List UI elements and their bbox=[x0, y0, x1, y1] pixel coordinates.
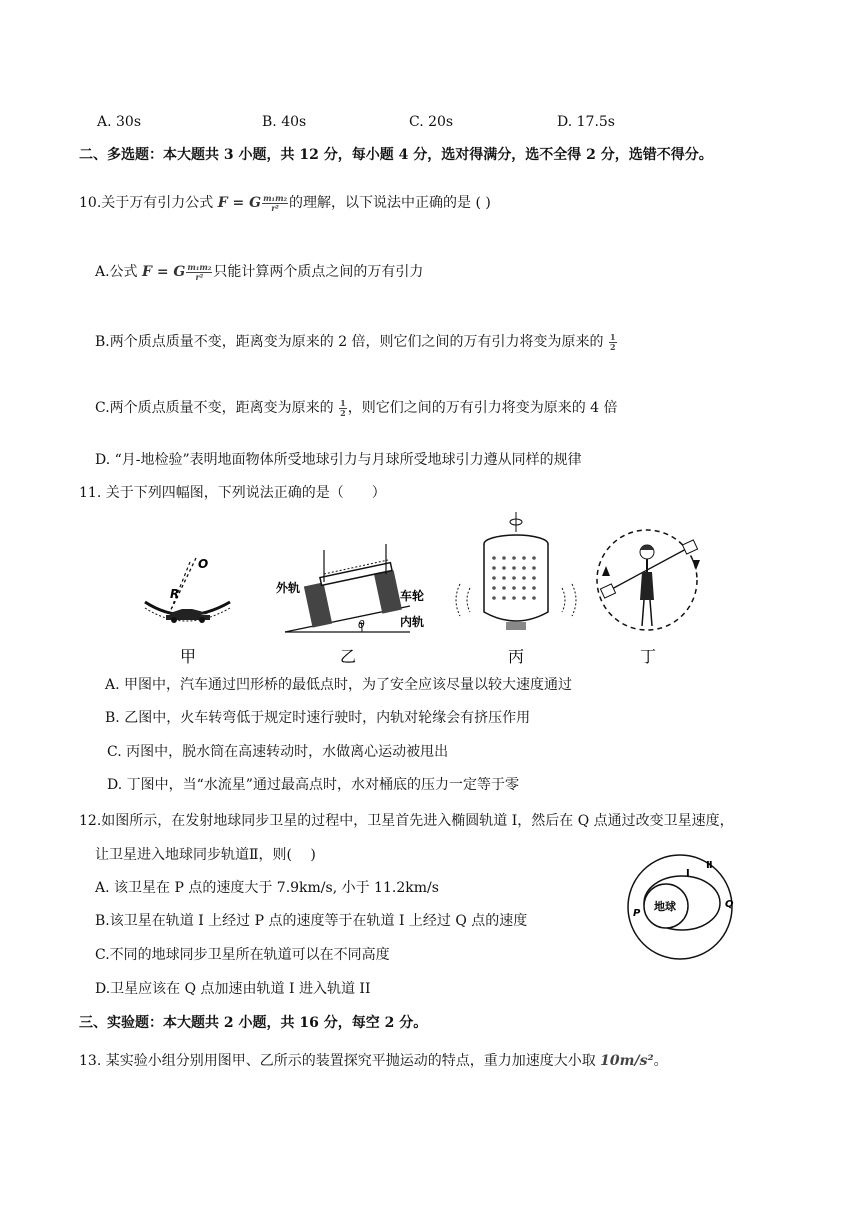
svg-text:R: R bbox=[170, 587, 180, 601]
q9-option-a: A. 30s bbox=[97, 114, 142, 130]
q12-stem-line-1: 12.如图所示，在发射地球同步卫星的过程中，卫星首先进入椭圆轨道 I，然后在 Q 点通过改变卫星速度， bbox=[79, 813, 734, 829]
q12-option-c: C.不同的地球同步卫星所在轨道可以在不同高度 bbox=[95, 947, 390, 963]
fig-yi-banked-track bbox=[276, 544, 424, 632]
svg-text:P: P bbox=[633, 908, 641, 919]
q12-option-b: B.该卫星在轨道 I 上经过 P 点的速度等于在轨道 I 上经过 Q 点的速度 bbox=[95, 913, 528, 929]
fig-label-jia: 甲 bbox=[180, 647, 197, 666]
svg-text:I: I bbox=[686, 868, 690, 879]
fraction-half: $\frac{1}{2}$ bbox=[610, 331, 616, 352]
svg-text:外轨: 外轨 bbox=[276, 581, 301, 595]
q11-option-b: B. 乙图中，火车转弯低于规定时速行驶时，内轨对轮缘会有挤压作用 bbox=[105, 710, 531, 726]
q10-option-d: D. “月-地检验”表明地面物体所受地球引力与月球所受地球引力遵从同样的规律 bbox=[95, 452, 582, 468]
q10-stem-pre: 10.关于万有引力公式 bbox=[79, 195, 214, 211]
svg-text:O: O bbox=[198, 557, 209, 571]
fig-bing-spin-dryer bbox=[456, 512, 576, 630]
q12-stem-line-2: 让卫星进入地球同步轨道Ⅱ，则( ) bbox=[95, 847, 316, 863]
gravitation-formula-a: F = G $\frac{\text{m₁m₂}}{\text{r²}}$ bbox=[142, 261, 212, 282]
gravitation-formula: F = G $\frac{\text{m₁m₂}}{\text{r²}}$ bbox=[217, 192, 288, 213]
svg-text:Ⅱ: Ⅱ bbox=[706, 860, 713, 871]
svg-text:地球: 地球 bbox=[654, 900, 676, 913]
q12-option-a: A. 该卫星在 P 点的速度大于 7.9km/s, 小于 11.2km/s bbox=[95, 880, 439, 896]
svg-text:Q: Q bbox=[725, 899, 734, 910]
q11-option-c: C. 丙图中，脱水筒在高速转动时，水做离心运动被甩出 bbox=[107, 744, 449, 760]
fig-label-bing: 丙 bbox=[508, 647, 525, 666]
section-3-header: 三、实验题：本大题共 2 小题，共 16 分，每空 2 分。 bbox=[79, 1015, 428, 1031]
q12-option-d: D.卫星应该在 Q 点加速由轨道 I 进入轨道 II bbox=[95, 981, 371, 997]
q11-stem: 11. 关于下列四幅图，下列说法正确的是（ ） bbox=[79, 485, 386, 501]
svg-text:θ: θ bbox=[358, 618, 365, 631]
q10-option-a: A.公式 F = G $\frac{\text{m₁m₂}}{\text{r²}}$ 只能计算两个质点之间的万有引力 bbox=[95, 261, 424, 282]
q10-stem bbox=[79, 193, 491, 213]
fig-label-yi: 乙 bbox=[340, 647, 357, 666]
fig-jia-concave-bridge bbox=[145, 557, 230, 623]
q11-figures bbox=[130, 510, 730, 670]
section-2-header: 二、多选题：本大题共 3 小题，共 12 分，每小题 4 分，选对得满分，选不全得 2 分，选错不得分。 bbox=[79, 147, 713, 163]
q9-option-d: D. 17.5s bbox=[557, 114, 615, 130]
q9-option-c: C. 20s bbox=[409, 114, 454, 130]
q12-orbit-diagram bbox=[620, 852, 740, 962]
q10-stem-post: 的理解，以下说法中正确的是 ( ) bbox=[289, 195, 491, 211]
q9-option-b: B. 40s bbox=[262, 114, 307, 130]
q10-option-c: C.两个质点质量不变，距离变为原来的 $\frac{1}{2}$ ，则它们之间的万有引力将变为原来的 4 倍 bbox=[95, 397, 618, 418]
gravity-value: 10m/s² bbox=[600, 1053, 654, 1069]
q11-option-d: D. 丁图中，当“水流星”通过最高点时，水对桶底的压力一定等于零 bbox=[107, 777, 519, 793]
svg-text:车轮: 车轮 bbox=[400, 589, 425, 603]
fraction-half-c: $\frac{1}{2}$ bbox=[340, 397, 346, 418]
q11-option-a: A. 甲图中，汽车通过凹形桥的最低点时，为了安全应该尽量以较大速度通过 bbox=[105, 677, 573, 693]
fig-ding-water-meteor bbox=[597, 530, 700, 630]
q13-stem: 13. 某实验小组分别用图甲、乙所示的装置探究平抛运动的特点，重力加速度大小取 10m/s²。 bbox=[79, 1053, 668, 1069]
svg-text:内轨: 内轨 bbox=[400, 615, 425, 629]
fig-label-ding: 丁 bbox=[640, 647, 657, 666]
q10-option-b: B.两个质点质量不变，距离变为原来的 2 倍，则它们之间的万有引力将变为原来的 $\frac{1}{2}$ bbox=[95, 331, 616, 352]
